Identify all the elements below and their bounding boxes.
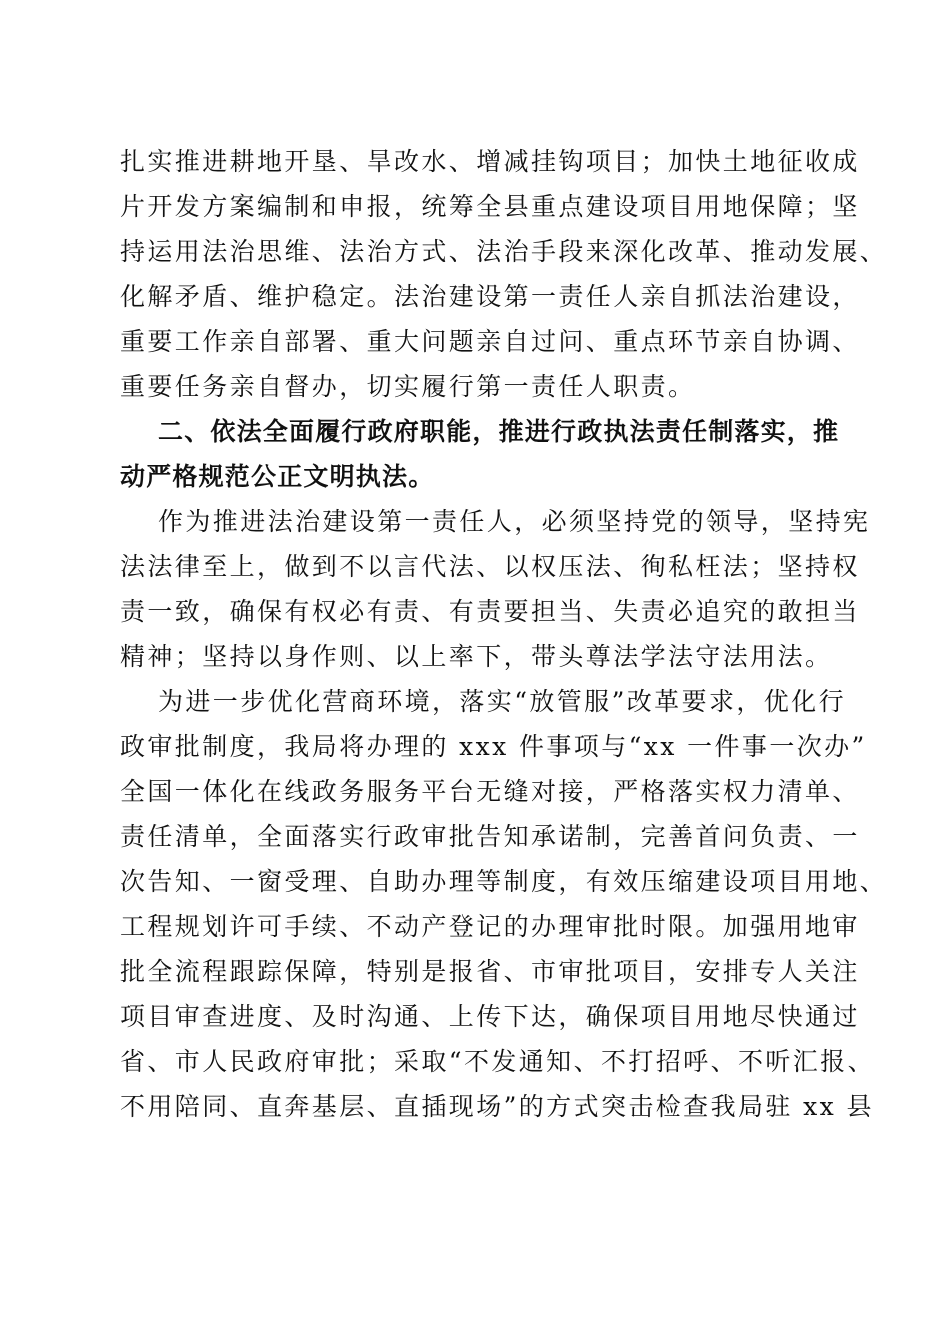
text-line: 化解矛盾、维护稳定。法治建设第一责任人亲自抓法治建设， — [120, 282, 860, 311]
text-line: 重要工作亲自部署、重大问题亲自过问、重点环节亲自协调、 — [120, 327, 860, 356]
text-line: 次告知、一窗受理、自助办理等制度，有效压缩建设项目用地、 — [120, 867, 888, 896]
text-line: 重要任务亲自督办，切实履行第一责任人职责。 — [120, 372, 696, 401]
text-line: 省、市人民政府审批；采取“不发通知、不打招呼、不听汇报、 — [120, 1047, 875, 1076]
text-line: 不用陪同、直奔基层、直插现场”的方式突击检查我局驻 xx 县 — [120, 1092, 874, 1121]
text-line: 项目审查进度、及时沟通、上传下达，确保项目用地尽快通过 — [120, 1002, 860, 1031]
text-line: 全国一体化在线政务服务平台无缝对接，严格落实权力清单、 — [120, 777, 860, 806]
text-line: 法法律至上，做到不以言代法、以权压法、徇私枉法；坚持权 — [120, 552, 860, 581]
text-line: 政审批制度，我局将办理的 xxx 件事项与“xx 一件事一次办” — [120, 732, 867, 761]
text-line: 责任清单，全面落实行政审批告知承诺制，完善首问负责、一 — [120, 822, 860, 851]
text-line: 精神；坚持以身作则、以上率下，带头尊法学法守法用法。 — [120, 642, 833, 671]
text-line: 持运用法治思维、法治方式、法治手段来深化改革、推动发展、 — [120, 237, 888, 266]
text-line: 作为推进法治建设第一责任人，必须坚持党的领导，坚持宪 — [158, 507, 871, 536]
text-line: 责一致，确保有权必有责、有责要担当、失责必追究的敢担当 — [120, 597, 860, 626]
section-heading: 二、依法全面履行政府职能，推进行政执法责任制落实，推 — [158, 417, 840, 446]
text-line: 扎实推进耕地开垦、旱改水、增减挂钩项目；加快土地征收成 — [120, 147, 860, 176]
text-line: 为进一步优化营商环境，落实“放管服”改革要求，优化行 — [158, 687, 846, 716]
text-line: 批全流程跟踪保障，特别是报省、市审批项目，安排专人关注 — [120, 957, 860, 986]
text-line: 工程规划许可手续、不动产登记的办理审批时限。加强用地审 — [120, 912, 860, 941]
text-line: 片开发方案编制和申报，统筹全县重点建设项目用地保障；坚 — [120, 192, 860, 221]
section-heading: 动严格规范公正文明执法。 — [120, 462, 435, 491]
